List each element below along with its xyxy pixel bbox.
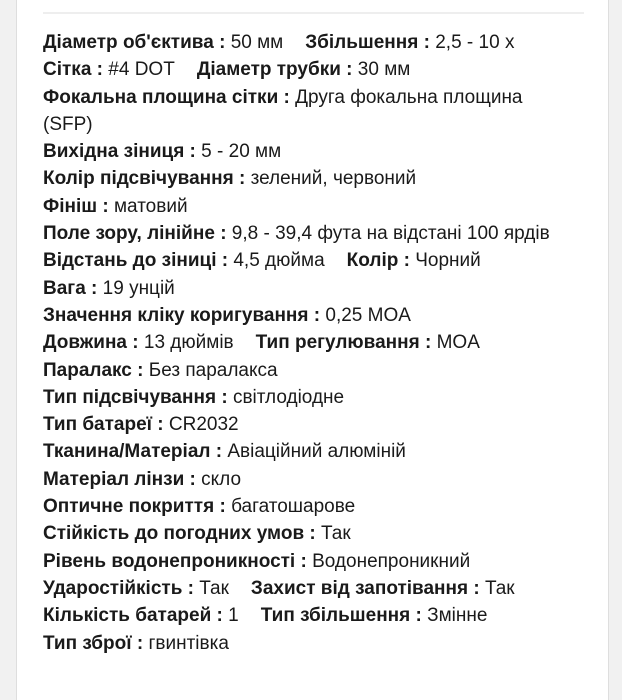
spec-label: Паралакс :	[43, 359, 144, 381]
spec-item	[43, 196, 188, 217]
spec-label: Колір підсвічування :	[43, 168, 246, 190]
spec-row	[43, 275, 591, 302]
spec-row	[43, 84, 591, 139]
spec-item	[43, 250, 325, 271]
spec-label: Тип батареї :	[43, 414, 164, 436]
spec-value: 50 мм	[230, 32, 284, 53]
spec-value: 30 мм	[357, 59, 411, 81]
spec-value: 9,8 - 39,4 фута на відстані 100 ярдів	[231, 223, 550, 245]
spec-item	[43, 59, 175, 80]
spec-value: #4 DOT	[108, 59, 175, 81]
spec-value: Чорний	[415, 250, 481, 272]
spec-row	[43, 247, 591, 274]
spec-item	[43, 332, 234, 353]
spec-label: Рівень водонепроникності :	[43, 550, 307, 572]
spec-value: 4,5 дюйма	[233, 250, 325, 272]
spec-value: гвинтівка	[148, 632, 229, 654]
spec-row	[43, 138, 591, 165]
spec-row	[43, 575, 591, 602]
spec-item	[43, 496, 355, 517]
spec-label: Відстань до зіниці :	[43, 250, 229, 272]
product-specs-card	[16, 0, 609, 700]
spec-label: Фокальна площина сітки :	[43, 86, 290, 108]
spec-item	[251, 578, 515, 599]
spec-item	[43, 414, 239, 435]
spec-label: Захист від запотівання :	[250, 577, 480, 599]
spec-value: Так	[199, 577, 229, 599]
spec-label: Матеріал лінзи :	[43, 468, 196, 490]
spec-label: Кількість батарей :	[43, 605, 223, 627]
spec-row	[43, 220, 591, 247]
spec-item	[43, 551, 470, 572]
spec-row	[43, 466, 591, 493]
spec-row	[43, 630, 591, 657]
spec-value: 2,5 - 10 x	[435, 32, 515, 53]
spec-value: Так	[321, 523, 351, 545]
spec-item	[43, 87, 523, 135]
spec-item	[43, 469, 241, 490]
spec-row	[43, 193, 591, 220]
specs-list	[43, 29, 591, 657]
spec-label: Збільшення :	[305, 32, 430, 53]
spec-row	[43, 56, 591, 83]
spec-label: Тканина/Матеріал :	[43, 441, 223, 463]
spec-value: Авіаційний алюміній	[227, 441, 406, 463]
spec-label: Сітка :	[43, 59, 103, 81]
spec-item	[43, 223, 550, 244]
spec-value: світлодіодне	[232, 386, 345, 408]
spec-item	[347, 250, 481, 271]
spec-item	[43, 633, 229, 654]
spec-value: 0,25 MOA	[325, 304, 411, 326]
spec-value: 1	[228, 605, 239, 627]
spec-label: Тип збільшення :	[260, 605, 422, 627]
spec-item	[43, 387, 344, 408]
spec-label: Значення кліку коригування :	[43, 304, 321, 326]
spec-label: Тип підсвічування :	[43, 386, 228, 408]
spec-value: 13 дюймів	[143, 332, 234, 354]
spec-label: Поле зору, лінійне :	[43, 223, 227, 245]
spec-value: Друга фокальна площина (SFP)	[43, 86, 523, 135]
spec-value: 5 - 20 мм	[201, 141, 282, 163]
spec-label: Стійкість до погодних умов :	[43, 523, 316, 545]
spec-row	[43, 384, 591, 411]
spec-item	[43, 278, 175, 299]
spec-item	[43, 168, 416, 189]
spec-item	[43, 441, 406, 462]
spec-row	[43, 602, 591, 629]
spec-value: Водонепроникний	[312, 550, 471, 572]
spec-row	[43, 165, 591, 192]
spec-item	[43, 32, 283, 53]
spec-item	[261, 605, 488, 626]
spec-item	[43, 305, 411, 326]
spec-label: Тип регулювання :	[255, 332, 432, 354]
spec-item	[43, 578, 229, 599]
spec-value: зелений, червоний	[250, 168, 417, 190]
spec-row	[43, 411, 591, 438]
spec-label: Вага :	[43, 277, 98, 299]
spec-row	[43, 302, 591, 329]
spec-row	[43, 548, 591, 575]
spec-value: скло	[201, 468, 242, 490]
spec-item	[197, 59, 411, 80]
spec-label: Діаметр трубки :	[196, 59, 353, 81]
spec-value: матовий	[113, 195, 188, 217]
spec-label: Вихідна зіниця :	[43, 141, 196, 163]
divider	[43, 12, 584, 14]
spec-value: CR2032	[168, 414, 239, 436]
spec-value: Так	[484, 577, 515, 599]
spec-row	[43, 520, 591, 547]
spec-value: Без паралакса	[148, 359, 278, 381]
spec-row	[43, 29, 591, 56]
spec-label: Діаметр об'єктива :	[43, 32, 226, 53]
spec-label: Тип зброї :	[43, 632, 144, 654]
spec-item	[256, 332, 480, 353]
spec-row	[43, 493, 591, 520]
spec-item	[305, 32, 514, 53]
spec-item	[43, 360, 278, 381]
spec-item	[43, 141, 281, 162]
spec-row	[43, 357, 591, 384]
spec-label: Колір :	[346, 250, 410, 272]
spec-value: Змінне	[427, 605, 488, 627]
spec-label: Довжина :	[43, 332, 139, 354]
spec-value: MOA	[436, 332, 480, 354]
spec-item	[43, 605, 239, 626]
spec-label: Фініш :	[43, 195, 109, 217]
spec-row	[43, 329, 591, 356]
spec-label: Оптичне покриття :	[43, 496, 226, 518]
spec-value: багатошарове	[231, 496, 356, 518]
spec-value: 19 унцій	[102, 277, 175, 299]
spec-label: Ударостійкість :	[43, 577, 194, 599]
spec-item	[43, 523, 351, 544]
spec-row	[43, 438, 591, 465]
